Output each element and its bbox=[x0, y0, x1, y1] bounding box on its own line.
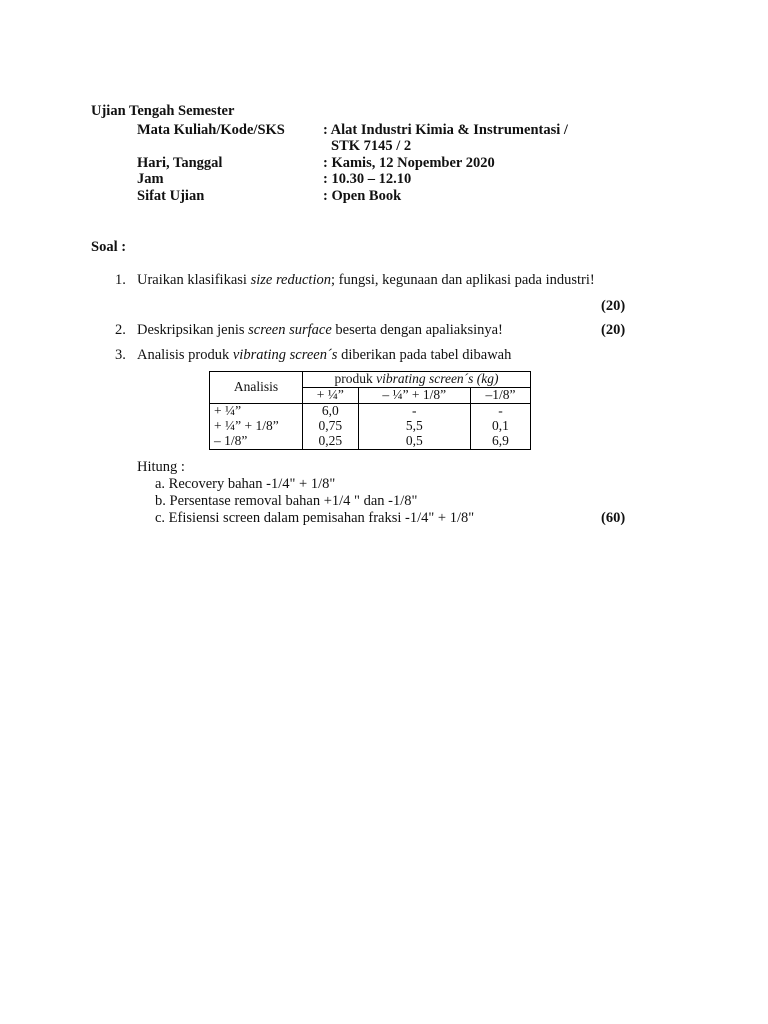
hitung-label: Hitung : bbox=[137, 459, 185, 475]
table-row-label: + ¼” + 1/8” bbox=[210, 419, 303, 434]
table-row bbox=[210, 434, 531, 450]
question-3-number: 3. bbox=[115, 347, 126, 363]
question-3-text: Analisis produk vibrating screen´s diberikan pada tabel dibawah bbox=[137, 347, 512, 363]
table-cell: 0,75 bbox=[303, 419, 359, 434]
soal-label: Soal : bbox=[91, 239, 127, 255]
label-time: Jam bbox=[137, 171, 164, 187]
question-1-number: 1. bbox=[115, 272, 126, 288]
question-2-text: Deskripsikan jenis screen surface beserta dengan apaliaksinya! bbox=[137, 322, 503, 338]
table-corner-header: Analisis bbox=[210, 372, 303, 404]
exam-title: Ujian Tengah Semester bbox=[91, 103, 235, 119]
question-2-score: (20) bbox=[601, 322, 626, 338]
hitung-item-a: a. Recovery bahan -1/4" + 1/8" bbox=[155, 476, 336, 492]
hitung-score: (60) bbox=[601, 510, 626, 526]
table-column-header: + ¼” bbox=[303, 388, 359, 404]
table-row bbox=[210, 404, 531, 420]
table-cell: 0,25 bbox=[303, 434, 359, 450]
table-header-row bbox=[210, 372, 531, 388]
value-exam-type: : Open Book bbox=[323, 188, 402, 204]
question-2-number: 2. bbox=[115, 322, 126, 338]
hitung-item-b: b. Persentase removal bahan +1/4 " dan -1/8" bbox=[155, 493, 418, 509]
value-course-code: STK 7145 / 2 bbox=[331, 138, 412, 154]
table-column-header: –1/8” bbox=[470, 388, 530, 404]
table-cell: 6,0 bbox=[303, 404, 359, 420]
value-date: : Kamis, 12 Nopember 2020 bbox=[323, 155, 495, 171]
table-cell: 0,5 bbox=[358, 434, 470, 450]
screen-analysis-table bbox=[209, 371, 531, 450]
table-cell: - bbox=[470, 404, 530, 420]
value-time: : 10.30 – 12.10 bbox=[323, 171, 412, 187]
table-row-label: – 1/8” bbox=[210, 434, 303, 450]
table-row bbox=[210, 419, 531, 434]
table-cell: 0,1 bbox=[470, 419, 530, 434]
hitung-item-c: c. Efisiensi screen dalam pemisahan fraksi -1/4" + 1/8" bbox=[155, 510, 475, 526]
table-cell: 6,9 bbox=[470, 434, 530, 450]
table-row-label: + ¼” bbox=[210, 404, 303, 420]
question-1-score: (20) bbox=[601, 298, 626, 314]
value-course: : Alat Industri Kimia & Instrumentasi / bbox=[323, 122, 568, 138]
label-exam-type: Sifat Ujian bbox=[137, 188, 205, 204]
label-date: Hari, Tanggal bbox=[137, 155, 223, 171]
label-course: Mata Kuliah/Kode/SKS bbox=[137, 122, 285, 138]
table-cell: 5,5 bbox=[358, 419, 470, 434]
table-group-header: produk vibrating screen´s (kg) bbox=[303, 372, 531, 388]
question-1-text: Uraikan klasifikasi size reduction; fungsi, kegunaan dan aplikasi pada industri! bbox=[137, 272, 595, 288]
table-cell: - bbox=[358, 404, 470, 420]
table-column-header: – ¼” + 1/8” bbox=[358, 388, 470, 404]
